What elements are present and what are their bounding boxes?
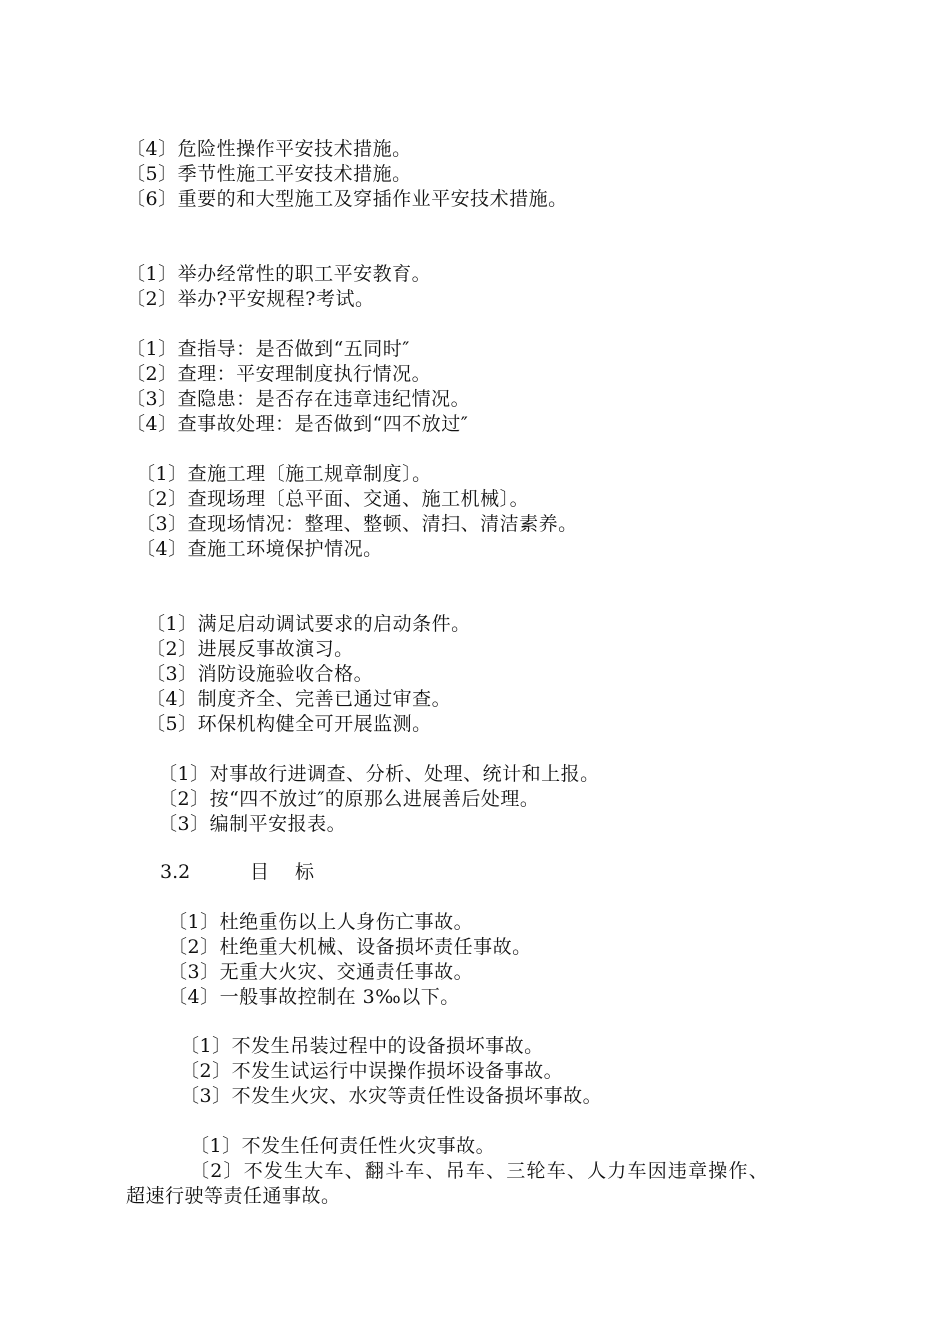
list-item: 〔3〕查现场情况：整理、整顿、清扫、清洁素养。 (136, 513, 578, 535)
list-item: 〔1〕查施工理〔施工规章制度〕。 (136, 463, 432, 485)
list-item: 〔6〕重要的和大型施工及穿插作业平安技术措施。 (126, 188, 568, 210)
list-item: 〔3〕消防设施验收合格。 (146, 663, 374, 685)
list-item: 〔1〕满足启动调试要求的启动条件。 (146, 613, 471, 635)
list-item: 〔2〕按“四不放过″的原那么进展善后处理。 (158, 788, 540, 810)
list-item: 〔2〕不发生试运行中误操作损坏设备事故。 (180, 1060, 564, 1082)
list-item: 〔1〕对事故行进调查、分析、处理、统计和上报。 (158, 763, 600, 785)
list-item: 〔3〕查隐患：是否存在违章违纪情况。 (126, 388, 471, 410)
list-item: 〔5〕季节性施工平安技术措施。 (126, 163, 412, 185)
list-item: 〔4〕查施工环境保护情况。 (136, 538, 383, 560)
list-item: 〔3〕编制平安报表。 (158, 813, 347, 835)
list-item: 〔2〕查现场理〔总平面、交通、施工机械〕。 (136, 488, 530, 510)
list-item: 〔4〕制度齐全、完善已通过审查。 (146, 688, 452, 710)
list-item: 〔2〕杜绝重大机械、设备损坏责任事故。 (168, 936, 532, 958)
section-heading (160, 860, 460, 885)
list-item: 〔1〕不发生吊装过程中的设备损坏事故。 (180, 1035, 544, 1057)
list-item: 〔3〕不发生火灾、水灾等责任性设备损坏事故。 (180, 1085, 603, 1107)
list-item: 〔4〕危险性操作平安技术措施。 (126, 138, 412, 160)
list-item: 〔1〕杜绝重伤以上人身伤亡事故。 (168, 911, 474, 933)
list-item-continuation: 超速行驶等责任通事故。 (126, 1185, 341, 1207)
list-item: 〔1〕举办经常性的职工平安教育。 (126, 263, 432, 285)
list-item: 〔3〕无重大火灾、交通责任事故。 (168, 961, 474, 983)
list-item: 〔4〕一般事故控制在 3‰以下。 (168, 986, 460, 1008)
section-title: 目 标 (250, 861, 325, 883)
list-item: 〔4〕查事故处理：是否做到“四不放过″ (126, 413, 469, 435)
list-item: 〔1〕不发生任何责任性火灾事故。 (190, 1135, 496, 1157)
section-number: 3.2 (160, 861, 191, 883)
list-item: 〔2〕举办?平安规程?考试。 (126, 288, 375, 310)
list-item: 〔2〕不发生大车、翻斗车、吊车、三轮车、人力车因违章操作、 (190, 1160, 769, 1182)
list-item: 〔5〕环保机构健全可开展监测。 (146, 713, 432, 735)
list-item: 〔2〕进展反事故演习。 (146, 638, 354, 660)
list-item: 〔2〕查理：平安理制度执行情况。 (126, 363, 432, 385)
list-item: 〔1〕查指导：是否做到“五同时″ (126, 338, 410, 360)
